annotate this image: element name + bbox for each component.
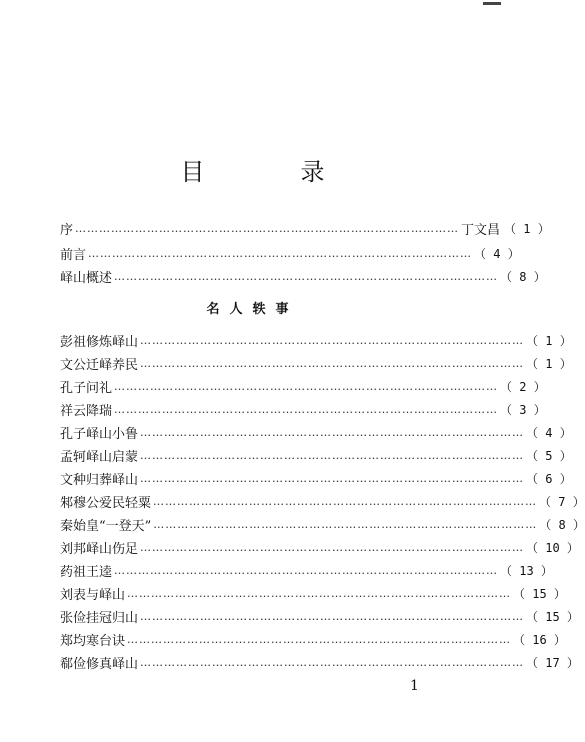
toc-label: 孟轲峄山启蒙 [60,449,139,465]
toc-page-number: （ 15 ） [526,609,579,624]
toc-page-number: （ 1 ） [526,333,572,348]
toc-entry [60,491,585,511]
leader-dots: …………………………………………………………………………………… [140,655,525,669]
leader-dots: …………………………………………………………………………………… [114,563,499,577]
leader-dots: …………………………………………………………………………………… [140,471,525,485]
toc-entry [60,399,546,419]
toc-label: 邾穆公爱民轻粟 [60,495,152,511]
toc-label: 郗俭修真峄山 [60,656,139,672]
section-heading: 名人轶事 [206,302,299,317]
toc-label: 彭祖修炼峄山 [60,334,139,350]
toc-entry [60,445,572,465]
leader-dots: …………………………………………………………………………………… [114,269,499,283]
toc-page-number: （ 16 ） [513,632,566,647]
toc-page-number: （ 2 ） [500,379,546,394]
toc-label: 郑均寒台诀 [60,633,126,649]
title-char-1: 目 [180,158,205,186]
toc-entry [60,583,566,603]
leader-dots: …………………………………………………………………………………… [75,221,460,235]
toc-entry [60,629,566,649]
leader-dots: …………………………………………………………………………………… [140,333,525,347]
toc-row-foreword [60,243,520,263]
leader-dots: …………………………………………………………………………………… [114,402,499,416]
toc-label: 药祖王逵 [60,564,113,580]
page-title [0,152,505,187]
leader-dots: …………………………………………………………………………………… [127,586,512,600]
leader-dots: …………………………………………………………………………………… [140,609,525,623]
toc-entry [60,560,553,580]
page-folio-number: 1 [410,678,419,694]
toc-label: 刘邦峄山伤足 [60,541,139,557]
toc-label: 祥云降瑞 [60,403,113,419]
toc-entry [60,353,572,373]
toc-page-number: （ 15 ） [513,586,566,601]
toc-entry [60,514,585,534]
toc-label: 张俭挂冠归山 [60,610,139,626]
toc-label: 文公迁峄养民 [60,357,139,373]
toc-entry [60,376,546,396]
toc-label: 秦始皇“一登天” [60,518,152,534]
toc-page-number: （ 1 ） [526,356,572,371]
toc-page-number: （ 6 ） [526,471,572,486]
leader-dots: …………………………………………………………………………………… [140,448,525,462]
leader-dots: …………………………………………………………………………………… [127,632,512,646]
toc-entry [60,652,579,672]
toc-page-number: （ 5 ） [526,448,572,463]
toc-label: 序 [60,222,74,238]
toc-page-number: （ 3 ） [500,402,546,417]
toc-label: 孔子问礼 [60,380,113,396]
toc-page-number: （ 7 ） [539,494,585,509]
leader-dots: …………………………………………………………………………………… [140,540,525,554]
leader-dots: …………………………………………………………………………………… [114,379,499,393]
toc-page-number: （ 4 ） [526,425,572,440]
toc-page-number: （ 4 ） [474,246,520,261]
toc-entry [60,537,579,557]
toc-label: 前言 [60,247,87,263]
toc-label: 刘表与峄山 [60,587,126,603]
leader-dots: …………………………………………………………………………………… [153,517,538,531]
toc-page-number: （ 10 ） [526,540,579,555]
scan-corner-mark [483,2,501,5]
toc-label: 峄山概述 [60,270,113,286]
toc-row-overview [60,266,546,286]
toc-label: 孔子峄山小鲁 [60,426,139,442]
toc-page-number: （ 13 ） [500,563,553,578]
toc-row-preface [60,218,550,238]
toc-entry [60,606,579,626]
toc-entry [60,468,572,488]
toc-author: 丁文昌 [461,222,501,238]
toc-label: 文种归葬峄山 [60,472,139,488]
leader-dots: …………………………………………………………………………………… [140,356,525,370]
toc-entry [60,330,572,350]
leader-dots: …………………………………………………………………………………… [140,425,525,439]
toc-page-number: （ 1 ） [504,221,550,236]
toc-page-number: （ 17 ） [526,655,579,670]
leader-dots: …………………………………………………………………………………… [88,246,473,260]
title-char-2: 录 [300,158,325,186]
leader-dots: …………………………………………………………………………………… [153,494,538,508]
toc-page-number: （ 8 ） [539,517,585,532]
toc-entry [60,422,572,442]
toc-page-number: （ 8 ） [500,269,546,284]
